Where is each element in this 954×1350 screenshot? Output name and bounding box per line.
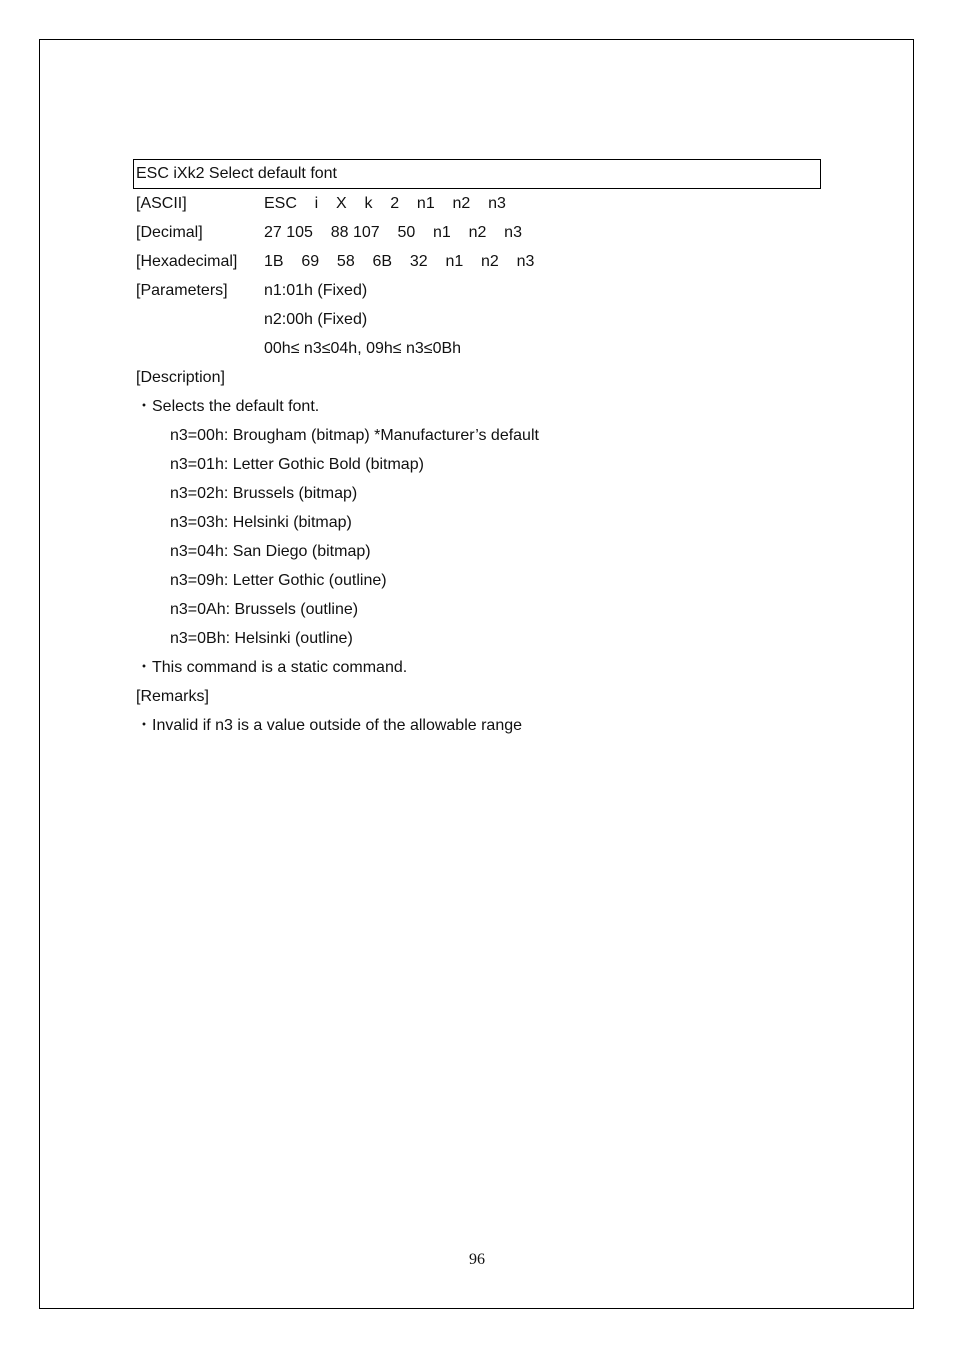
ascii-value: ESC i X k 2 n1 n2 n3 (264, 195, 506, 212)
command-spec (136, 189, 816, 740)
command-title: ESC iXk2 Select default font (133, 159, 821, 189)
decimal-value: 27 105 88 107 50 n1 n2 n3 (264, 224, 522, 241)
description-bullet: ・This command is a static command. (136, 659, 408, 676)
parameters-label: [Parameters] (136, 282, 228, 299)
parameter-n2: n2:00h (Fixed) (264, 311, 368, 328)
parameters-row (136, 276, 816, 305)
decimal-row (136, 218, 816, 247)
remarks-bullet: ・Invalid if n3 is a value outside of the allowable range (136, 717, 523, 734)
font-option: n3=03h: Helsinki (bitmap) (170, 514, 352, 531)
ascii-label: [ASCII] (136, 195, 187, 212)
font-option: n3=01h: Letter Gothic Bold (bitmap) (170, 456, 424, 473)
hex-value: 1B 69 58 6B 32 n1 n2 n3 (264, 253, 535, 270)
parameter-n3-range: 00h≤ n3≤04h, 09h≤ n3≤0Bh (264, 340, 462, 357)
parameters-row (136, 334, 816, 363)
hex-label: [Hexadecimal] (136, 253, 238, 270)
ascii-row (136, 189, 816, 218)
page-number: 96 (469, 1251, 485, 1268)
remarks-label: [Remarks] (136, 688, 209, 705)
description-label: [Description] (136, 369, 225, 386)
parameters-row (136, 305, 816, 334)
parameter-n1: n1:01h (Fixed) (264, 282, 368, 299)
font-option: n3=0Ah: Brussels (outline) (170, 601, 359, 618)
hex-row (136, 247, 816, 276)
font-option: n3=0Bh: Helsinki (outline) (170, 630, 353, 647)
description-bullet: ・Selects the default font. (136, 398, 320, 415)
decimal-label: [Decimal] (136, 224, 203, 241)
font-option: n3=00h: Brougham (bitmap) *Manufacturer’s default (170, 427, 539, 444)
font-option: n3=04h: San Diego (bitmap) (170, 543, 371, 560)
font-option: n3=09h: Letter Gothic (outline) (170, 572, 387, 589)
font-option: n3=02h: Brussels (bitmap) (170, 485, 358, 502)
